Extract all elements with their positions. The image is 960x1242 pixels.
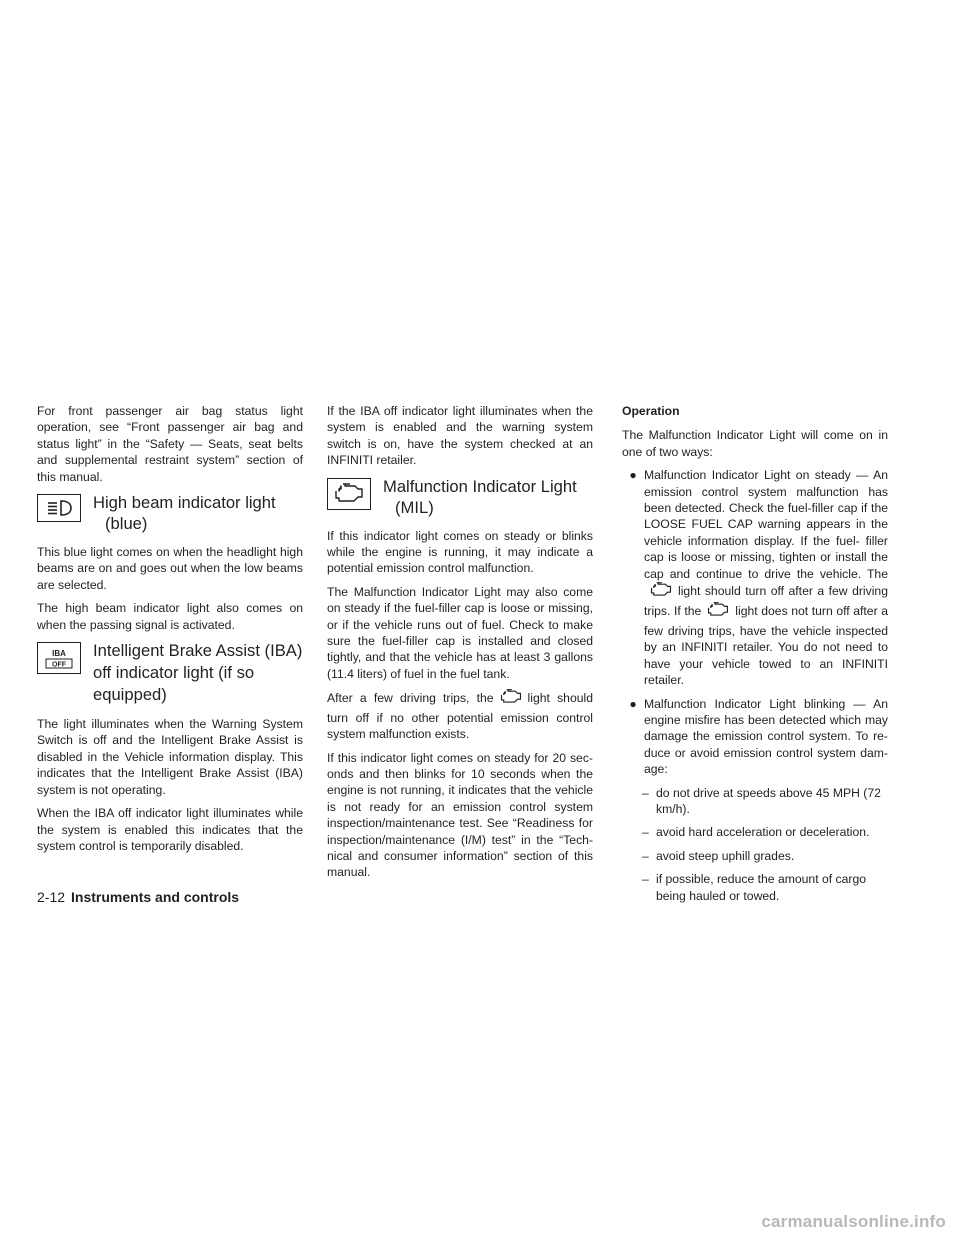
iba-paragraph-2: When the IBA off indicator light illuminates while the system is enabled this indicates that the system control is temporarily disabled.: [37, 806, 303, 853]
high-beam-title: [93, 492, 276, 534]
iba-title-line2: off indicator light (if so: [93, 663, 255, 683]
dash-text: avoid hard acceleration or deceleration.: [656, 825, 870, 840]
column-right: [622, 403, 888, 911]
high-beam-heading: [37, 492, 303, 534]
iba-heading: [37, 640, 303, 706]
engine-malfunction-icon: [327, 478, 371, 510]
mil-paragraph-1: If this indicator light comes on steady or blinks while the engine is running, it may indicate a potential emission control malfunction.: [327, 528, 593, 576]
high-beam-paragraph-1: This blue light comes on when the headlight high beams are on and goes out when the low beams are selected.: [37, 545, 303, 592]
column-middle: [327, 403, 593, 888]
mil-title-line2: (MIL): [395, 497, 434, 517]
mil-title-line1: Malfunction Indicator Light: [383, 476, 577, 496]
iba-checked-paragraph: If the IBA off indicator light illuminates when the system is enabled and the warning system switch is on, have the system checked at an INFINITI retailer.: [327, 404, 593, 468]
column-left: [37, 403, 303, 861]
high-beam-paragraph-2: The high beam indicator light also comes on when the passing signal is activated.: [37, 601, 303, 632]
operation-intro: The Malfunction Indicator Light will come on in one of two ways:: [622, 428, 888, 459]
engine-malfunction-icon: [498, 689, 524, 709]
airbag-reference-paragraph: For front passenger air bag status light operation, see “Front passenger air bag and status light” in the “Safety — Seats, seat belts and supplemental restraint system” section of this manual.: [37, 404, 303, 484]
dash-marker: –: [642, 785, 649, 800]
iba-icon-text-top: IBA: [52, 649, 66, 659]
list-item: [622, 696, 888, 778]
dash-text: do not drive at speeds above 45 MPH (72 km/h).: [656, 785, 881, 816]
dash-text: avoid steep uphill grades.: [656, 848, 795, 863]
iba-paragraph-1: The light illuminates when the Warning System Switch is off and the Intelligent Brake Assist is disabled in the Vehicle information display. This indicates that the Intelligent Brake Assist (IBA) system is not operating.: [37, 717, 303, 797]
iba-title-line1: Intelligent Brake Assist (IBA): [93, 641, 303, 661]
section-title: Instruments and controls: [71, 889, 240, 905]
page-number: 2-12: [37, 889, 66, 905]
bullet1-the-before: The: [866, 566, 888, 581]
iba-icon-text-bottom: OFF: [52, 661, 66, 669]
high-beam-title-line2: (blue): [105, 514, 148, 534]
list-item: [642, 824, 888, 840]
dash-marker: –: [642, 872, 649, 887]
bullet-text-blinking: Malfunction Indicator Light blinking — An engine misfire has been detected which may damage the emission control system. To re- duce or avoid emission control system dam- age:: [644, 696, 888, 777]
list-item: [622, 467, 888, 688]
page-footer: [37, 888, 239, 906]
list-item: [642, 785, 888, 818]
iba-title: [93, 640, 302, 706]
high-beam-icon: [37, 494, 81, 522]
iba-off-icon: [37, 642, 81, 674]
bullet-icon: ●: [629, 696, 637, 711]
bullet1-the-after: light should turn off after a few driving trips. If the: [644, 584, 888, 619]
mil-paragraph-3: [327, 689, 593, 742]
list-item: [642, 871, 888, 904]
engine-malfunction-icon: [648, 582, 674, 602]
iba-title-line3: equipped): [93, 685, 167, 705]
mil-paragraph-4: If this indicator light comes on steady for 20 sec- onds and then blinks for 10 seconds when the engine is not running, it indicates that the vehicle is not ready for an emission control system inspection/maintenance test. See “Readiness for inspection/maintenance (I/M) test” in the “Tech- nical and consumer information” section of this manual.: [327, 750, 593, 880]
bullet1-text: Malfunction Indicator Light on steady — An emission control system malfunction has been detected. Check the fuel-filler cap if the LOOSE FUEL CAP warning appears in the vehicle information display. If the fuel- filler cap is loose or missing, tighten or install the cap and continue to drive the vehicle.: [644, 468, 888, 581]
mil-paragraph-2: The Malfunction Indicator Light may also come on steady if the fuel-filler cap is loose or missing, or if the vehicle runs out of fuel. Check to make sure the fuel-filler cap is installed and closed tightly, and that the vehicle has at least 3 gallons (11.4 liters) of fuel in the fuel tank.: [327, 584, 593, 681]
dash-text: if possible, reduce the amount of cargo being hauled or towed.: [656, 872, 867, 903]
mil-heading: [327, 476, 593, 518]
watermark: carmanualsonline.info: [761, 1212, 946, 1231]
bullet-text-steady: [644, 467, 888, 688]
list-item: [642, 848, 888, 864]
dash-marker: –: [642, 825, 649, 840]
dash-marker: –: [642, 848, 649, 863]
mil-p3-after: light should turn off if no other potential emission control system malfunction exists.: [327, 691, 593, 742]
mil-p3-before: After a few driving trips, the: [327, 691, 494, 706]
high-beam-title-line1: High beam indicator light: [93, 493, 276, 513]
mil-title: [383, 476, 577, 518]
bullet-icon: ●: [629, 468, 637, 483]
operation-heading: Operation: [622, 404, 680, 418]
engine-malfunction-icon: [705, 602, 731, 622]
bullet1-tail: light does not turn off after a few driving trips, have the vehicle inspected by an INFINITI retailer. You do not need to have your vehicle towed to an INFINITI retailer.: [644, 604, 888, 688]
